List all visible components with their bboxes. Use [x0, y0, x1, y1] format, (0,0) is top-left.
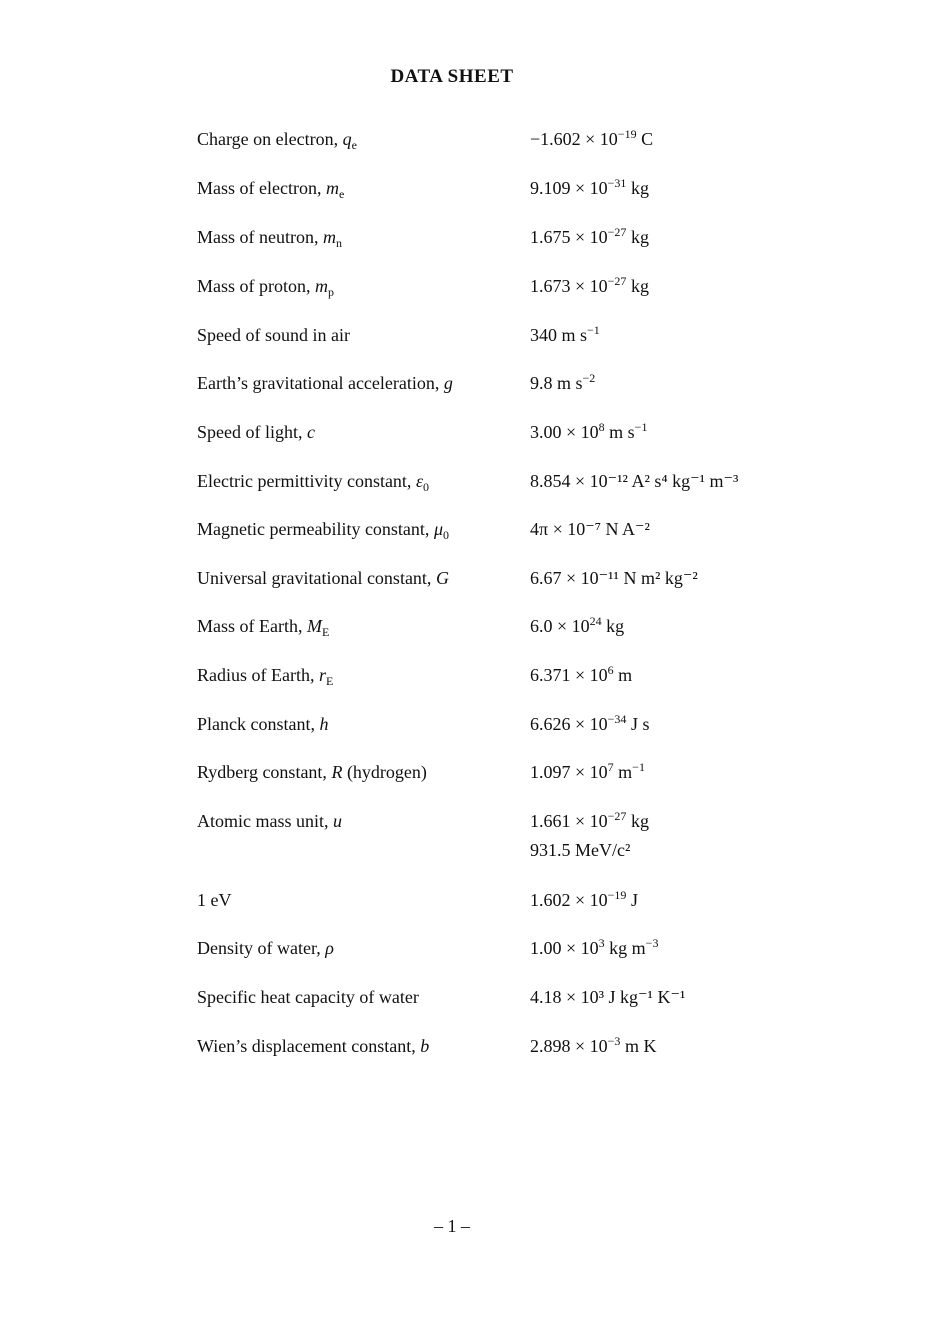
- label-text: Atomic mass unit,: [197, 811, 333, 831]
- label-symbol: m: [315, 276, 328, 296]
- label-text: Earth’s gravitational acceleration,: [197, 373, 444, 393]
- value-exponent: −19: [617, 127, 637, 141]
- table-row: [0, 761, 934, 791]
- table-row: [0, 664, 934, 694]
- label-symbol: c: [307, 422, 315, 442]
- value-mantissa: 1.673 × 10: [530, 276, 608, 296]
- page-title: DATA SHEET: [390, 66, 514, 87]
- value-mantissa: 9.109 × 10: [530, 178, 608, 198]
- label-text: Wien’s displacement constant,: [197, 1036, 421, 1056]
- unit-exponent: −1: [632, 760, 645, 774]
- value-unit: kg: [626, 811, 649, 831]
- label-text: Planck constant,: [197, 714, 320, 734]
- label-text: Radius of Earth,: [197, 665, 319, 685]
- constant-value: [530, 986, 685, 1008]
- value-unit: kg: [626, 227, 649, 247]
- table-row: [0, 372, 934, 402]
- constant-label: [197, 372, 453, 394]
- value-exponent: −2: [582, 371, 596, 385]
- constant-label: [197, 275, 334, 297]
- label-text: 1 eV: [197, 890, 232, 910]
- constant-value: [530, 226, 649, 248]
- label-text: Electric permittivity constant,: [197, 471, 416, 491]
- value-mantissa: 1.00 × 10: [530, 938, 599, 958]
- constant-value: [530, 761, 645, 783]
- label-text: Speed of light,: [197, 422, 307, 442]
- value-mantissa: −1.602 × 10: [530, 129, 618, 149]
- value-mantissa: 2.898 × 10: [530, 1036, 608, 1056]
- constant-label: [197, 324, 350, 346]
- label-symbol: g: [443, 373, 453, 393]
- label-symbol: ε: [415, 471, 424, 491]
- label-text: Mass of neutron,: [197, 227, 323, 247]
- constant-label: [197, 937, 334, 959]
- constant-value: [530, 1035, 656, 1057]
- value-unit: m K: [620, 1036, 657, 1056]
- constant-value: [530, 470, 738, 492]
- value-exponent: −19: [607, 888, 627, 902]
- constant-label: [197, 986, 419, 1008]
- value-mantissa: 1.661 × 10: [530, 811, 608, 831]
- value-exponent: 24: [589, 614, 602, 628]
- label-text: Mass of electron,: [197, 178, 326, 198]
- value-unit: kg: [626, 276, 649, 296]
- constant-label: [197, 615, 329, 637]
- label-text: Speed of sound in air: [197, 325, 350, 345]
- constant-label: [197, 889, 232, 911]
- value-unit: m: [613, 665, 633, 685]
- unit-exponent: −3: [645, 936, 659, 950]
- value-unit: kg: [601, 616, 625, 636]
- label-symbol: q: [342, 129, 352, 149]
- constant-value: [530, 567, 698, 589]
- table-row: [0, 177, 934, 207]
- table-row: [0, 470, 934, 500]
- label-symbol: ρ: [325, 938, 334, 958]
- table-row: [0, 275, 934, 305]
- value-mantissa: 6.0 × 10: [530, 616, 590, 636]
- value-main: 340 m s: [530, 325, 588, 345]
- constant-label: [197, 518, 449, 540]
- constant-label: [197, 1035, 429, 1057]
- label-text: Rydberg constant,: [197, 762, 332, 782]
- constant-label: [197, 177, 344, 199]
- table-row: [0, 1035, 934, 1065]
- value-mantissa: 3.00 × 10: [530, 422, 599, 442]
- constant-value: [530, 275, 649, 297]
- value-exponent: −34: [607, 712, 627, 726]
- value-text: 4.18 × 10³ J kg⁻¹ K⁻¹: [530, 987, 686, 1007]
- label-text: Mass of Earth,: [197, 616, 307, 636]
- value-unit: m: [613, 762, 633, 782]
- value-exponent: −27: [607, 225, 627, 239]
- constant-label: [197, 567, 449, 589]
- constant-label: [197, 421, 315, 443]
- label-subscript: n: [335, 236, 342, 250]
- label-symbol: b: [420, 1036, 430, 1056]
- value-mantissa: 1.097 × 10: [530, 762, 608, 782]
- table-row: [0, 615, 934, 645]
- constant-value: [530, 177, 649, 199]
- value-unit: kg: [626, 178, 649, 198]
- value-exponent: 7: [607, 760, 614, 774]
- value-text: 6.67 × 10⁻¹¹ N m² kg⁻²: [530, 568, 698, 588]
- table-row: [0, 518, 934, 548]
- label-subscript: e: [351, 138, 357, 152]
- label-subscript: p: [328, 285, 334, 299]
- value-exponent: −31: [607, 176, 627, 190]
- label-text: Charge on electron,: [197, 129, 343, 149]
- table-row: [0, 567, 934, 597]
- value-mantissa: 1.675 × 10: [530, 227, 608, 247]
- label-suffix: (hydrogen): [342, 762, 427, 782]
- value-exponent: 6: [607, 663, 614, 677]
- value-exponent: −27: [607, 274, 627, 288]
- constant-value: [530, 128, 653, 150]
- constant-value: [530, 713, 649, 735]
- constant-value: [530, 889, 638, 911]
- label-symbol: h: [319, 714, 329, 734]
- constant-label: [197, 810, 342, 832]
- value-exponent: 8: [598, 420, 605, 434]
- table-row: [0, 713, 934, 743]
- label-symbol: R: [331, 762, 343, 782]
- table-row: [0, 937, 934, 967]
- label-text: Universal gravitational constant,: [197, 568, 436, 588]
- label-symbol: u: [333, 811, 342, 831]
- constant-value: [530, 518, 650, 540]
- value-text: 8.854 × 10⁻¹² A² s⁴ kg⁻¹ m⁻³: [530, 471, 739, 491]
- label-subscript: 0: [423, 480, 430, 494]
- label-subscript: E: [326, 674, 334, 688]
- label-symbol: m: [322, 227, 336, 247]
- value-main: 9.8 m s: [530, 373, 583, 393]
- value-unit: J: [626, 890, 638, 910]
- label-subscript: e: [338, 187, 345, 201]
- label-text: Magnetic permeability constant,: [197, 519, 434, 539]
- unit-exponent: −1: [634, 420, 648, 434]
- constant-label: [197, 226, 342, 248]
- constant-label: [197, 664, 333, 686]
- label-subscript: E: [321, 625, 330, 639]
- value-exponent: −3: [607, 1034, 621, 1048]
- constant-label: [197, 470, 429, 492]
- table-row: [0, 889, 934, 919]
- constant-value: [530, 421, 647, 443]
- label-symbol: M: [306, 616, 322, 636]
- value-mantissa: 1.602 × 10: [530, 890, 608, 910]
- constant-value: [530, 372, 595, 394]
- label-symbol: m: [325, 178, 339, 198]
- value-text: 4π × 10⁻⁷ N A⁻²: [530, 519, 650, 539]
- label-text: Mass of proton,: [197, 276, 315, 296]
- label-subscript: 0: [442, 528, 449, 542]
- label-symbol: r: [318, 665, 326, 685]
- value-unit: J s: [626, 714, 650, 734]
- constant-value-alt: 931.5 MeV/c²: [530, 840, 631, 860]
- label-symbol: G: [435, 568, 449, 588]
- value-unit: kg m: [604, 938, 646, 958]
- constant-value: [530, 324, 600, 346]
- label-symbol: μ: [433, 519, 443, 539]
- table-row: [0, 421, 934, 451]
- value-mantissa: 6.371 × 10: [530, 665, 608, 685]
- value-unit: C: [636, 129, 654, 149]
- page-number: – 1 –: [434, 1216, 470, 1236]
- constant-value: [530, 937, 658, 959]
- table-row: [0, 324, 934, 354]
- value-exponent: −27: [607, 809, 627, 823]
- table-row: [0, 809, 934, 860]
- constant-value: [530, 615, 624, 637]
- value-exponent: 3: [598, 936, 605, 950]
- constant-value: [530, 810, 649, 832]
- value-exponent: −1: [587, 323, 600, 337]
- constant-label: [197, 761, 427, 783]
- constant-label: [197, 128, 357, 150]
- constant-value: [530, 664, 632, 686]
- constant-label: [197, 713, 328, 735]
- label-text: Specific heat capacity of water: [197, 987, 419, 1007]
- table-row: [0, 226, 934, 256]
- label-text: Density of water,: [197, 938, 326, 958]
- table-row: [0, 128, 934, 158]
- value-mantissa: 6.626 × 10: [530, 714, 608, 734]
- value-unit: m s: [604, 422, 635, 442]
- table-row: [0, 986, 934, 1016]
